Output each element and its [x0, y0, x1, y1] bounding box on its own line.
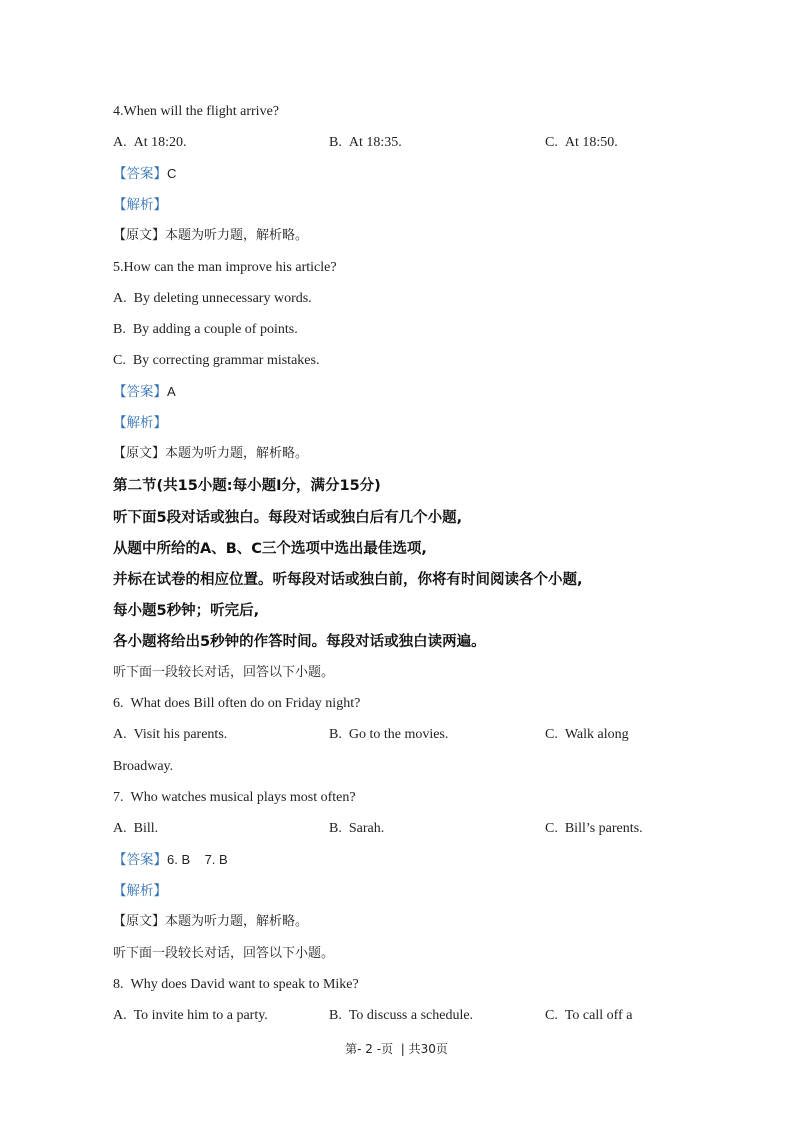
original-text: 本题为听力题，解析略。	[165, 914, 309, 929]
answer-value: 6. B 7. B	[167, 852, 228, 867]
original-line-6-7	[113, 912, 683, 932]
option-a: A. Bill.	[113, 821, 159, 836]
question-5-option-a: A. By deleting unnecessary words.	[113, 291, 312, 306]
original-tag: 【原文】	[113, 914, 166, 929]
option-c: C. Bill’s parents.	[545, 821, 643, 836]
original-tag: 【原文】	[113, 228, 166, 243]
answer-tag: 【答案】	[113, 166, 167, 182]
option-a: A. Visit his parents.	[113, 727, 228, 742]
page-footer: 第- 2 -页 | 共30页	[345, 1042, 448, 1056]
answer-line-4	[113, 164, 683, 185]
question-6: 6. What does Bill often do on Friday night?	[113, 696, 361, 711]
original-line-4	[113, 226, 683, 246]
analysis-tag: 【解析】	[113, 415, 167, 431]
question-6-option-c-wrap: Broadway.	[113, 759, 174, 774]
section-instruction-2: 从题中所给的A、B、C三个选项中选出最佳选项,	[113, 541, 427, 557]
option-b: B. At 18:35.	[329, 135, 402, 150]
answer-value: C	[167, 166, 177, 181]
option-a: A. At 18:20.	[113, 135, 187, 150]
dialog-intro-1: 听下面一段较长对话，回答以下小题。	[113, 665, 335, 680]
answer-tag: 【答案】	[113, 852, 167, 868]
analysis-tag: 【解析】	[113, 197, 167, 213]
answer-tag: 【答案】	[113, 384, 167, 400]
analysis-line-5	[113, 413, 683, 434]
section-heading: 第二节(共15小题:每小题I分，满分15分)	[113, 478, 381, 494]
original-text: 本题为听力题，解析略。	[165, 446, 309, 461]
answer-line-6-7	[113, 850, 683, 871]
analysis-line-4	[113, 195, 683, 216]
answer-line-5	[113, 382, 683, 403]
original-line-5	[113, 444, 683, 464]
option-c: C. At 18:50.	[545, 135, 618, 150]
question-5-option-c: C. By correcting grammar mistakes.	[113, 353, 320, 368]
section-instruction-5: 各小题将给出5秒钟的作答时间。每段对话或独白读两遍。	[113, 634, 486, 650]
answer-value: A	[167, 384, 176, 399]
original-tag: 【原文】	[113, 446, 166, 461]
analysis-tag: 【解析】	[113, 883, 167, 899]
option-c: C. Walk along	[545, 727, 629, 742]
analysis-line-6-7	[113, 881, 683, 902]
section-instruction-3: 并标在试卷的相应位置。听每段对话或独白前，你将有时间阅读各个小题,	[113, 572, 583, 588]
option-c: C. To call off a	[545, 1008, 633, 1023]
option-b: B. To discuss a schedule.	[329, 1008, 474, 1023]
question-8: 8. Why does David want to speak to Mike?	[113, 977, 359, 992]
option-b: B. Go to the movies.	[329, 727, 449, 742]
question-5-option-b: B. By adding a couple of points.	[113, 322, 298, 337]
option-b: B. Sarah.	[329, 821, 385, 836]
original-text: 本题为听力题，解析略。	[165, 228, 309, 243]
section-instruction-1: 听下面5段对话或独白。每段对话或独白后有几个小题,	[113, 510, 463, 526]
section-instruction-4: 每小题5秒钟；听完后,	[113, 603, 260, 619]
question-5: 5.How can the man improve his article?	[113, 260, 337, 275]
question-7: 7. Who watches musical plays most often?	[113, 790, 356, 805]
question-4: 4.When will the flight arrive?	[113, 104, 279, 119]
option-a: A. To invite him to a party.	[113, 1008, 268, 1023]
dialog-intro-2: 听下面一段较长对话，回答以下小题。	[113, 946, 335, 961]
